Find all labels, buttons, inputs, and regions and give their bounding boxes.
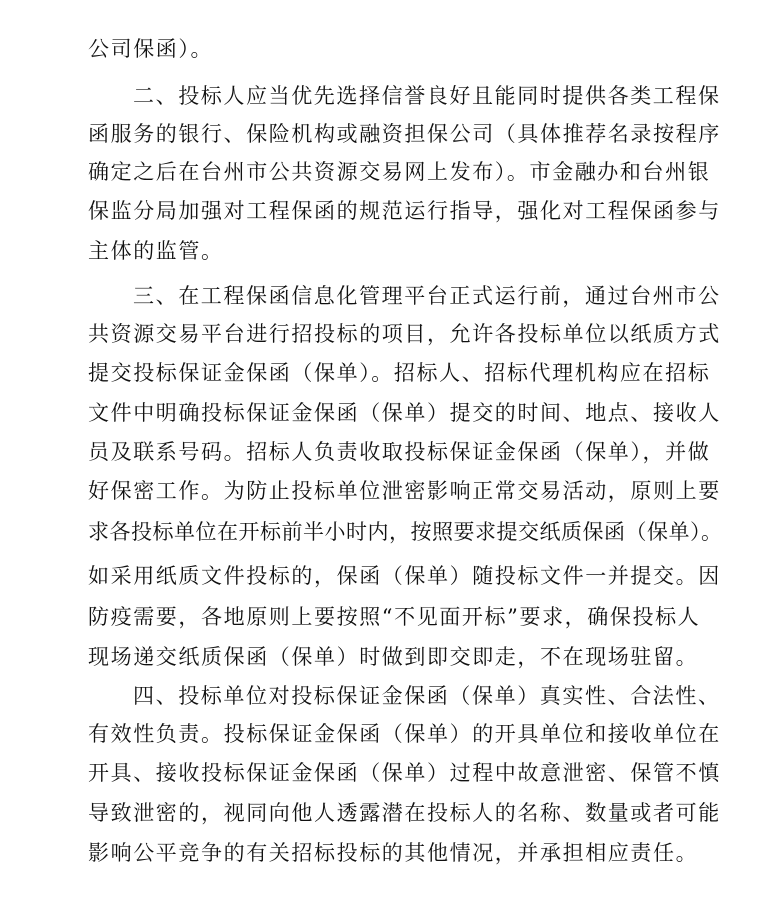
text-line: 如采用纸质文件投标的，保函（保单）随投标文件一并提交。因 bbox=[88, 564, 721, 588]
text-line: 文件中明确投标保证金保函（保单）提交的时间、地点、接收人 bbox=[88, 401, 721, 425]
paragraph-heading-line: 四、投标单位对投标保证金保函（保单）真实性、合法性、 bbox=[133, 684, 721, 708]
text-line: 提交投标保证金保函（保单）。招标人、招标代理机构应在招标 bbox=[88, 361, 711, 385]
text-line: 共资源交易平台进行招投标的项目，允许各投标单位以纸质方式 bbox=[88, 322, 721, 346]
text-line: 导致泄密的，视同向他人透露潜在投标人的名称、数量或者可能 bbox=[88, 801, 721, 825]
text-line: 有效性负责。投标保证金保函（保单）的开具单位和接收单位在 bbox=[88, 722, 721, 746]
text-line: 现场递交纸质保函（保单）时做到即交即走，不在现场驻留。 bbox=[88, 645, 699, 669]
text-line: 开具、接收投标保证金保函（保单）过程中故意泄密、保管不慎 bbox=[88, 761, 721, 785]
text-line: 求各投标单位在开标前半小时内，按照要求提交纸质保函（保单）。 bbox=[88, 520, 723, 544]
text-line: 主体的监管。 bbox=[88, 239, 224, 263]
text-line: 保监分局加强对工程保函的规范运行指导，强化对工程保函参与 bbox=[88, 199, 721, 223]
text-line: 确定之后在台州市公共资源交易网上发布）。市金融办和台州银 bbox=[88, 160, 711, 184]
text-line: 影响公平竞争的有关招标投标的其他情况，并承担相应责任。 bbox=[88, 841, 699, 865]
paragraph-heading-line: 三、在工程保函信息化管理平台正式运行前，通过台州市公 bbox=[133, 284, 721, 308]
text-line: 好保密工作。为防止投标单位泄密影响正常交易活动，原则上要 bbox=[88, 479, 721, 503]
text-line: 函服务的银行、保险机构或融资担保公司（具体推荐名录按程序 bbox=[88, 122, 721, 146]
text-line: 公司保函）。 bbox=[88, 37, 214, 61]
paragraph-heading-line: 二、投标人应当优先选择信誉良好且能同时提供各类工程保 bbox=[133, 84, 721, 108]
text-line: 员及联系号码。招标人负责收取投标保证金保函（保单），并做 bbox=[88, 440, 711, 464]
text-line: 防疫需要，各地原则上要按照“不见面开标”要求，确保投标人 bbox=[88, 605, 701, 629]
